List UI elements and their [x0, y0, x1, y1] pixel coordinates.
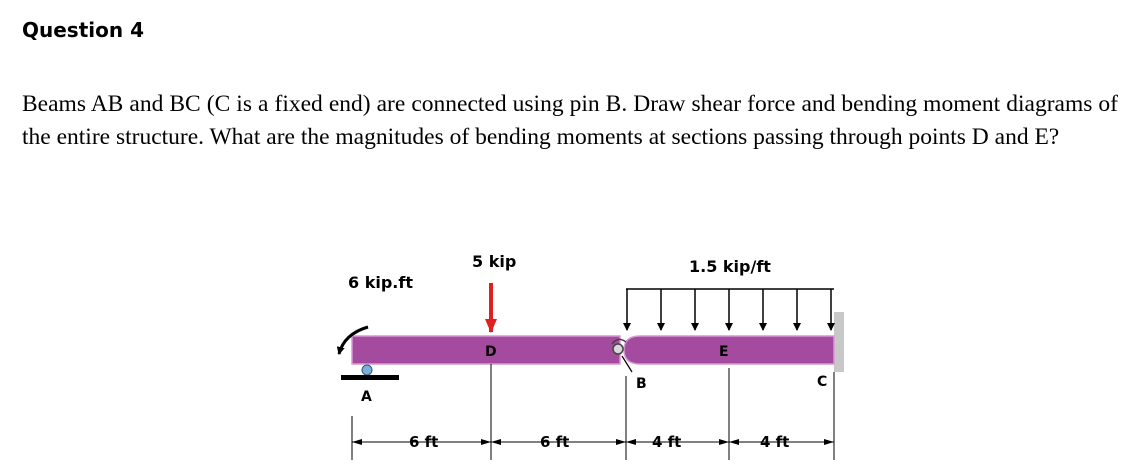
dimension-label-4: 4 ft	[760, 433, 790, 451]
point-load-label: 5 kip	[472, 252, 517, 271]
point-label-c: C	[817, 374, 828, 390]
roller-support-icon	[341, 365, 399, 380]
beam-bc	[624, 336, 834, 364]
point-label-e: E	[719, 344, 729, 360]
distributed-load-label: 1.5 kip/ft	[689, 257, 771, 276]
dimension-label-3: 4 ft	[652, 433, 682, 451]
question-heading: Question 4	[22, 18, 144, 42]
dimension-label-2: 6 ft	[540, 433, 570, 451]
moment-label: 6 kip.ft	[348, 273, 413, 292]
point-label-b: B	[636, 376, 647, 392]
udl-arrows	[627, 289, 831, 330]
point-label-d: D	[485, 344, 497, 360]
point-label-a: A	[361, 389, 372, 405]
dimension-label-1: 6 ft	[409, 433, 439, 451]
question-text: Beams AB and BC (C is a fixed end) are connected using pin B. Draw shear force and bending moment diagrams of the entire structure. What are the magnitudes of bending moments at sections passing through points D and E?	[22, 91, 1118, 150]
fixed-wall-icon	[834, 312, 844, 372]
